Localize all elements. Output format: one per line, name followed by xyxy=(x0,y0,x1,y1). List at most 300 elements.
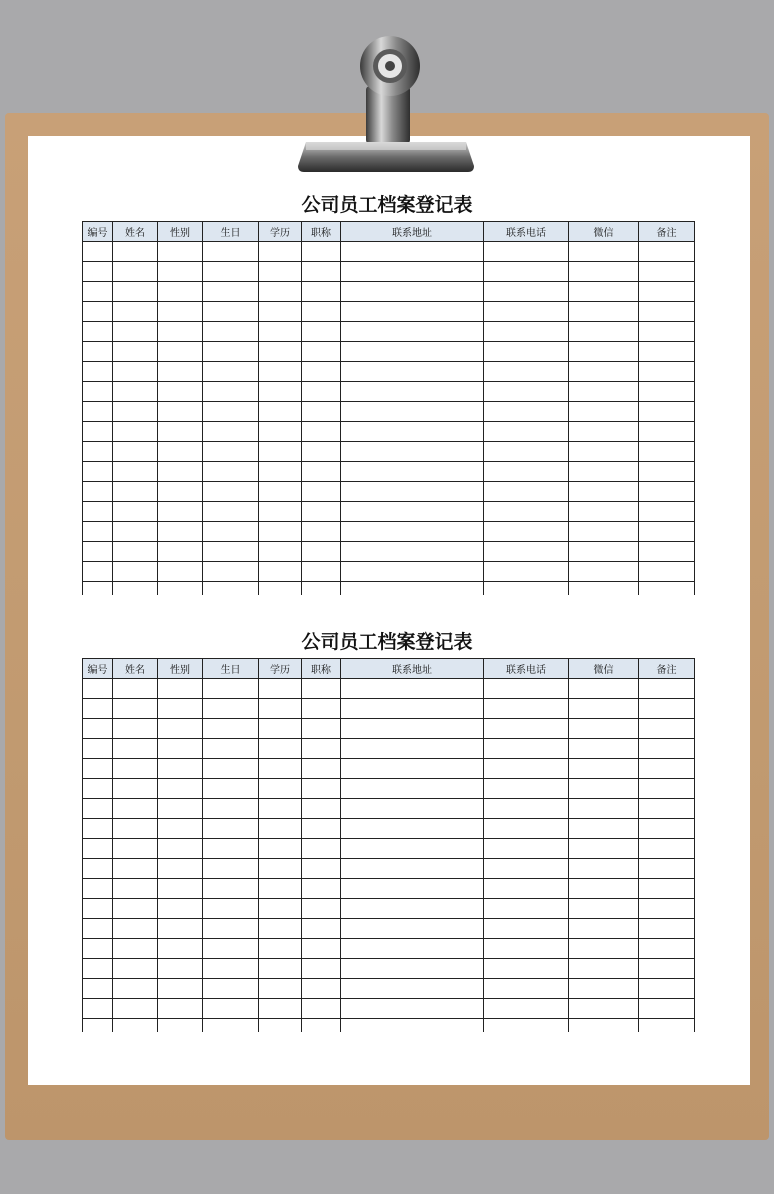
table-cell xyxy=(639,362,695,382)
table-cell xyxy=(113,719,158,739)
table-cell xyxy=(341,542,484,562)
table-cell xyxy=(569,979,639,999)
table-cell xyxy=(341,899,484,919)
table-cell xyxy=(341,262,484,282)
table-cell xyxy=(83,342,113,362)
table-cell xyxy=(639,502,695,522)
table-cell xyxy=(158,322,203,342)
table-cell xyxy=(113,242,158,262)
table-cell xyxy=(203,362,259,382)
table-cell xyxy=(83,1019,113,1033)
table-cell xyxy=(203,839,259,859)
table-cell xyxy=(639,522,695,542)
table-cell xyxy=(484,522,569,542)
table-cell xyxy=(113,999,158,1019)
table-cell xyxy=(259,839,302,859)
table-row xyxy=(83,462,695,482)
table-cell xyxy=(203,422,259,442)
table-cell xyxy=(203,999,259,1019)
table-cell xyxy=(158,939,203,959)
table-row xyxy=(83,382,695,402)
table-cell xyxy=(639,879,695,899)
table-cell xyxy=(639,302,695,322)
table-cell xyxy=(484,462,569,482)
column-header: 姓名 xyxy=(113,659,158,679)
table-cell xyxy=(83,282,113,302)
table-cell xyxy=(113,779,158,799)
form-title: 公司员工档案登记表 xyxy=(301,194,473,216)
table-cell xyxy=(569,342,639,362)
table-cell xyxy=(259,719,302,739)
table-cell xyxy=(158,879,203,899)
table-cell xyxy=(83,302,113,322)
table-cell xyxy=(484,482,569,502)
table-row xyxy=(83,282,695,302)
table-cell xyxy=(341,482,484,502)
table-row xyxy=(83,562,695,582)
table-cell xyxy=(203,542,259,562)
table-cell xyxy=(158,462,203,482)
table-cell xyxy=(113,422,158,442)
table-cell xyxy=(203,859,259,879)
table-cell xyxy=(302,442,341,462)
table-cell xyxy=(158,402,203,422)
table-cell xyxy=(341,819,484,839)
table-cell xyxy=(113,302,158,322)
table-cell xyxy=(158,1019,203,1033)
table-cell xyxy=(569,759,639,779)
table-cell xyxy=(158,819,203,839)
table-cell xyxy=(158,282,203,302)
table-cell xyxy=(83,242,113,262)
table-cell xyxy=(158,262,203,282)
table-cell xyxy=(569,382,639,402)
table-cell xyxy=(302,819,341,839)
column-header: 生日 xyxy=(203,222,259,242)
table-cell xyxy=(259,959,302,979)
table-cell xyxy=(113,542,158,562)
table-cell xyxy=(259,282,302,302)
table-row xyxy=(83,679,695,699)
table-cell xyxy=(203,799,259,819)
table-cell xyxy=(113,1019,158,1033)
table-cell xyxy=(341,462,484,482)
clip-base-icon xyxy=(296,138,476,174)
table-cell xyxy=(203,482,259,502)
table-cell xyxy=(341,739,484,759)
table-cell xyxy=(484,262,569,282)
table-cell xyxy=(203,939,259,959)
table-cell xyxy=(302,582,341,596)
table-cell xyxy=(158,759,203,779)
table-cell xyxy=(341,679,484,699)
table-cell xyxy=(113,482,158,502)
table-cell xyxy=(158,342,203,362)
table-cell xyxy=(158,502,203,522)
table-cell xyxy=(83,402,113,422)
table-cell xyxy=(302,262,341,282)
table-cell xyxy=(158,242,203,262)
table-cell xyxy=(569,262,639,282)
table-cell xyxy=(341,719,484,739)
table-cell xyxy=(639,779,695,799)
table-cell xyxy=(341,879,484,899)
table-cell xyxy=(203,879,259,899)
table-cell xyxy=(259,759,302,779)
table-cell xyxy=(484,959,569,979)
table-cell xyxy=(113,899,158,919)
table-cell xyxy=(113,699,158,719)
table-cell xyxy=(484,542,569,562)
table-cell xyxy=(639,799,695,819)
column-header: 联系电话 xyxy=(484,222,569,242)
table-cell xyxy=(113,839,158,859)
table-cell xyxy=(158,899,203,919)
table-cell xyxy=(259,422,302,442)
table-cell xyxy=(259,939,302,959)
table-row xyxy=(83,522,695,542)
column-header: 备注 xyxy=(639,222,695,242)
table-cell xyxy=(639,582,695,596)
table-cell xyxy=(158,382,203,402)
table-cell xyxy=(639,859,695,879)
table-cell xyxy=(639,819,695,839)
table-cell xyxy=(484,899,569,919)
table-cell xyxy=(259,302,302,322)
table-row xyxy=(83,1019,695,1033)
table-cell xyxy=(113,402,158,422)
table-cell xyxy=(341,759,484,779)
table-row xyxy=(83,699,695,719)
table-cell xyxy=(569,699,639,719)
table-cell xyxy=(639,899,695,919)
table-cell xyxy=(113,502,158,522)
table-cell xyxy=(639,1019,695,1033)
table-cell xyxy=(158,362,203,382)
table-cell xyxy=(569,939,639,959)
table-cell xyxy=(639,442,695,462)
table-cell xyxy=(302,939,341,959)
table-cell xyxy=(203,739,259,759)
table-cell xyxy=(302,422,341,442)
table-cell xyxy=(113,959,158,979)
table-cell xyxy=(639,999,695,1019)
table-cell xyxy=(569,242,639,262)
table-row xyxy=(83,799,695,819)
table-cell xyxy=(259,342,302,362)
table-cell xyxy=(484,679,569,699)
table-cell xyxy=(259,562,302,582)
table-cell xyxy=(569,719,639,739)
table-cell xyxy=(83,542,113,562)
table-cell xyxy=(484,382,569,402)
table-cell xyxy=(341,939,484,959)
table-cell xyxy=(484,839,569,859)
table-row xyxy=(83,502,695,522)
table-cell xyxy=(302,362,341,382)
table-cell xyxy=(341,342,484,362)
table-cell xyxy=(203,282,259,302)
table-cell xyxy=(302,699,341,719)
table-cell xyxy=(639,262,695,282)
table-cell xyxy=(569,799,639,819)
table-cell xyxy=(639,562,695,582)
table-cell xyxy=(302,759,341,779)
table-cell xyxy=(484,442,569,462)
table-cell xyxy=(484,422,569,442)
table-cell xyxy=(83,502,113,522)
table-cell xyxy=(158,959,203,979)
table-cell xyxy=(302,282,341,302)
table-cell xyxy=(83,939,113,959)
table-cell xyxy=(259,859,302,879)
table-cell xyxy=(639,402,695,422)
table-cell xyxy=(113,819,158,839)
table-cell xyxy=(259,582,302,596)
table-cell xyxy=(259,442,302,462)
table-cell xyxy=(83,442,113,462)
table-cell xyxy=(302,302,341,322)
table-cell xyxy=(259,679,302,699)
table-cell xyxy=(484,999,569,1019)
table-cell xyxy=(203,562,259,582)
table-cell xyxy=(639,382,695,402)
table-cell xyxy=(158,739,203,759)
table-cell xyxy=(484,502,569,522)
table-cell xyxy=(158,302,203,322)
table-cell xyxy=(302,979,341,999)
table-row xyxy=(83,582,695,596)
table-cell xyxy=(302,502,341,522)
table-cell xyxy=(203,1019,259,1033)
table-cell xyxy=(113,859,158,879)
table-cell xyxy=(302,859,341,879)
table-cell xyxy=(302,462,341,482)
table-cell xyxy=(83,919,113,939)
column-header: 备注 xyxy=(639,659,695,679)
table-cell xyxy=(484,879,569,899)
table-cell xyxy=(158,779,203,799)
table-cell xyxy=(341,1019,484,1033)
table-cell xyxy=(569,879,639,899)
table-cell xyxy=(639,839,695,859)
table-cell xyxy=(83,799,113,819)
table-row xyxy=(83,939,695,959)
table-cell xyxy=(569,462,639,482)
table-cell xyxy=(302,482,341,502)
table-cell xyxy=(203,719,259,739)
table-cell xyxy=(259,799,302,819)
table-cell xyxy=(203,919,259,939)
table-cell xyxy=(113,382,158,402)
table-cell xyxy=(158,679,203,699)
table-cell xyxy=(113,879,158,899)
column-header: 生日 xyxy=(203,659,259,679)
table-row xyxy=(83,422,695,442)
table-cell xyxy=(484,799,569,819)
table-cell xyxy=(83,759,113,779)
table-cell xyxy=(203,522,259,542)
table-row xyxy=(83,919,695,939)
table-cell xyxy=(158,719,203,739)
table-cell xyxy=(83,582,113,596)
table-cell xyxy=(83,959,113,979)
table-cell xyxy=(569,819,639,839)
table-cell xyxy=(341,302,484,322)
table-cell xyxy=(484,719,569,739)
table-cell xyxy=(83,979,113,999)
table-cell xyxy=(158,919,203,939)
table-cell xyxy=(259,899,302,919)
table-cell xyxy=(259,919,302,939)
table-cell xyxy=(203,382,259,402)
table-cell xyxy=(259,542,302,562)
table-cell xyxy=(158,562,203,582)
table-cell xyxy=(484,1019,569,1033)
table-cell xyxy=(302,562,341,582)
table-cell xyxy=(302,879,341,899)
table-row xyxy=(83,739,695,759)
table-cell xyxy=(302,719,341,739)
table-cell xyxy=(569,679,639,699)
table-cell xyxy=(302,382,341,402)
column-header: 联系地址 xyxy=(341,659,484,679)
column-header: 性别 xyxy=(158,659,203,679)
table-cell xyxy=(341,839,484,859)
table-cell xyxy=(203,979,259,999)
table-cell xyxy=(484,819,569,839)
column-header: 学历 xyxy=(259,659,302,679)
column-header: 编号 xyxy=(83,222,113,242)
table-cell xyxy=(569,1019,639,1033)
table-cell xyxy=(158,422,203,442)
table-cell xyxy=(203,679,259,699)
table-cell xyxy=(484,322,569,342)
table-cell xyxy=(484,402,569,422)
table-cell xyxy=(83,859,113,879)
column-header: 性别 xyxy=(158,222,203,242)
table-cell xyxy=(484,699,569,719)
table-cell xyxy=(569,442,639,462)
table-cell xyxy=(203,959,259,979)
table-cell xyxy=(203,582,259,596)
table-cell xyxy=(113,342,158,362)
table-cell xyxy=(569,839,639,859)
table-cell xyxy=(569,779,639,799)
table-row xyxy=(83,242,695,262)
table-cell xyxy=(158,799,203,819)
table-cell xyxy=(569,402,639,422)
table-cell xyxy=(639,679,695,699)
table-cell xyxy=(203,502,259,522)
table-cell xyxy=(302,919,341,939)
table-cell xyxy=(83,879,113,899)
table-cell xyxy=(83,362,113,382)
column-header: 编号 xyxy=(83,659,113,679)
table-cell xyxy=(341,442,484,462)
table-cell xyxy=(341,799,484,819)
column-header: 微信 xyxy=(569,659,639,679)
table-cell xyxy=(639,462,695,482)
table-cell xyxy=(83,819,113,839)
table-row xyxy=(83,542,695,562)
table-cell xyxy=(484,562,569,582)
table-cell xyxy=(302,799,341,819)
table-cell xyxy=(83,779,113,799)
table-cell xyxy=(259,1019,302,1033)
table-cell xyxy=(341,402,484,422)
table-cell xyxy=(83,562,113,582)
table-cell xyxy=(484,342,569,362)
table-cell xyxy=(83,739,113,759)
table-cell xyxy=(83,422,113,442)
table-cell xyxy=(83,482,113,502)
table-cell xyxy=(341,999,484,1019)
table-cell xyxy=(569,859,639,879)
table-cell xyxy=(639,282,695,302)
table-cell xyxy=(158,699,203,719)
table-cell xyxy=(569,302,639,322)
table-cell xyxy=(569,362,639,382)
table-cell xyxy=(113,759,158,779)
table-cell xyxy=(484,919,569,939)
table-cell xyxy=(484,582,569,596)
table-cell xyxy=(203,759,259,779)
table-cell xyxy=(639,959,695,979)
table-cell xyxy=(484,779,569,799)
table-cell xyxy=(341,699,484,719)
table-cell xyxy=(484,759,569,779)
table-cell xyxy=(302,522,341,542)
form-title: 公司员工档案登记表 xyxy=(301,631,473,653)
table-cell xyxy=(639,342,695,362)
column-header: 联系地址 xyxy=(341,222,484,242)
table-row xyxy=(83,302,695,322)
table-row xyxy=(83,859,695,879)
table-cell xyxy=(158,839,203,859)
table-cell xyxy=(113,979,158,999)
table-cell xyxy=(83,719,113,739)
column-header: 微信 xyxy=(569,222,639,242)
table-cell xyxy=(341,522,484,542)
table-cell xyxy=(569,739,639,759)
table-cell xyxy=(259,402,302,422)
table-cell xyxy=(341,859,484,879)
table-cell xyxy=(259,502,302,522)
table-cell xyxy=(569,282,639,302)
table-cell xyxy=(341,322,484,342)
registration-table xyxy=(82,658,695,1032)
table-cell xyxy=(113,282,158,302)
table-cell xyxy=(302,542,341,562)
table-cell xyxy=(203,699,259,719)
table-cell xyxy=(341,282,484,302)
table-cell xyxy=(158,442,203,462)
table-cell xyxy=(302,322,341,342)
table-cell xyxy=(639,542,695,562)
table-cell xyxy=(113,679,158,699)
table-row xyxy=(83,819,695,839)
table-cell xyxy=(341,959,484,979)
table-cell xyxy=(113,322,158,342)
table-cell xyxy=(639,739,695,759)
table-cell xyxy=(259,779,302,799)
table-cell xyxy=(113,799,158,819)
table-cell xyxy=(203,779,259,799)
table-cell xyxy=(341,979,484,999)
table-cell xyxy=(302,242,341,262)
table-cell xyxy=(341,562,484,582)
